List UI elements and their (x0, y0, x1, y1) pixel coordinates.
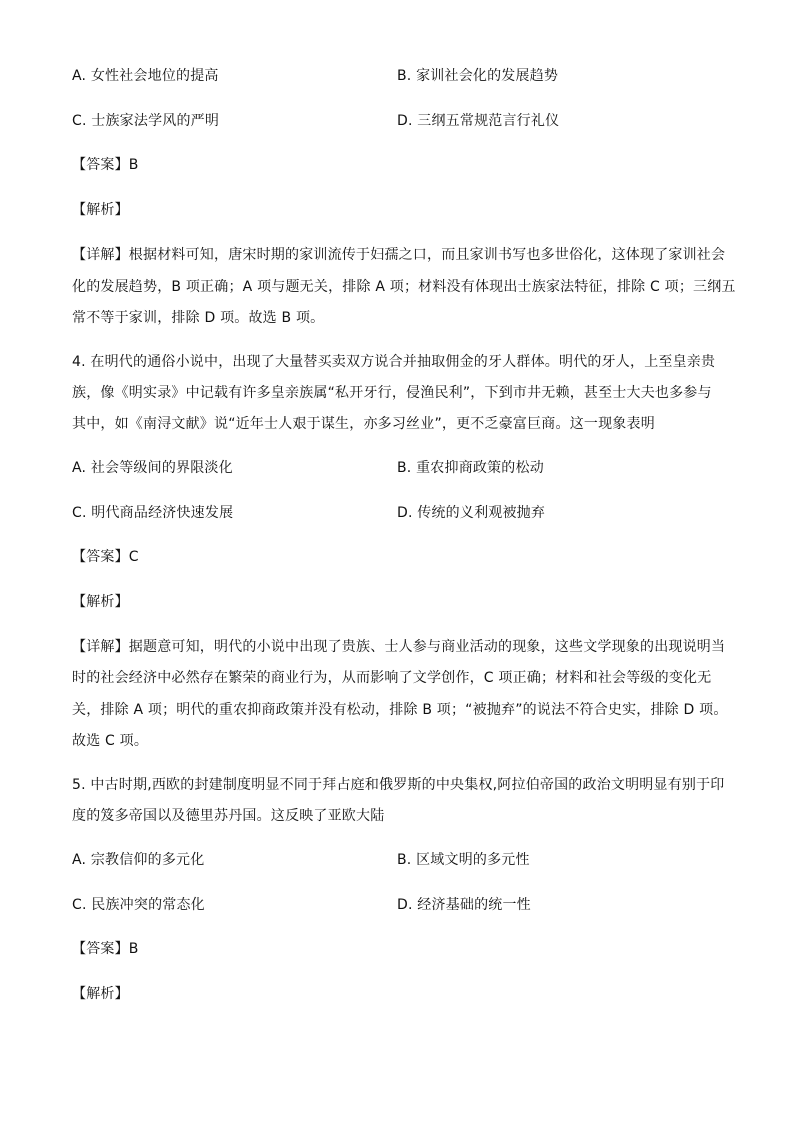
q4-option-b: B. 重农抑商政策的松动 (397, 460, 544, 476)
q3-answer: 【答案】B (72, 157, 139, 173)
q4-stem-line: 其中，如《南浔文献》说“近年士人艰于谋生，亦多习丝业”，更不乏豪富巨商。这一现象表明 (72, 416, 655, 432)
q5-option-c: C. 民族冲突的常态化 (72, 897, 205, 913)
q4-stem-line: 族，像《明实录》中记载有许多皇亲族属“私开牙行，侵渔民利”，下到市井无赖，甚至士大夫也多参与 (72, 385, 712, 401)
q5-answer: 【答案】B (72, 941, 139, 957)
q4-stem-line: 4. 在明代的通俗小说中，出现了大量替买卖双方说合并抽取佣金的牙人群体。明代的牙人，上至皇亲贵 (72, 354, 716, 370)
q4-option-d: D. 传统的义利观被抛弃 (397, 505, 546, 521)
q3-option-a: A. 女性社会地位的提高 (72, 68, 219, 84)
q4-detail-line: 故选 C 项。 (72, 733, 149, 749)
q3-detail-line: 常不等于家训，排除 D 项。故选 B 项。 (72, 310, 325, 326)
q4-option-c: C. 明代商品经济快速发展 (72, 505, 234, 521)
q5-option-b: B. 区域文明的多元性 (397, 852, 530, 868)
q3-analysis-heading: 【解析】 (72, 202, 129, 218)
q3-option-b: B. 家训社会化的发展趋势 (397, 68, 559, 84)
q5-analysis-heading: 【解析】 (72, 986, 129, 1002)
q4-analysis-heading: 【解析】 (72, 594, 129, 610)
q4-detail-line: 【详解】据题意可知，明代的小说中出现了贵族、士人参与商业活动的现象，这些文学现象的出现说明当 (72, 639, 726, 655)
q4-detail-line: 关，排除 A 项；明代的重农抑商政策并没有松动，排除 B 项；“被抛弃”的说法不符合史实，排除 D 项。 (72, 702, 728, 718)
q4-detail-line: 时的社会经济中必然存在繁荣的商业行为，从而影响了文学创作，C 项正确；材料和社会等级的变化无 (72, 670, 712, 686)
q3-detail-line: 【详解】根据材料可知，唐宋时期的家训流传于妇孺之口，而且家训书写也多世俗化，这体现了家训社会 (72, 247, 726, 263)
q3-option-c: C. 士族家法学风的严明 (72, 113, 220, 129)
q3-detail-line: 化的发展趋势，B 项正确；A 项与题无关，排除 A 项；材料没有体现出士族家法特征，排除 C 项；三纲五 (72, 279, 736, 295)
q4-option-a: A. 社会等级间的界限淡化 (72, 460, 233, 476)
q5-stem-line: 5. 中古时期,西欧的封建制度明显不同于拜占庭和俄罗斯的中央集权,阿拉伯帝国的政治文明明显有别于印 (72, 777, 725, 793)
q5-stem-line: 度的笈多帝国以及德里苏丹国。这反映了亚欧大陆 (72, 808, 385, 824)
q3-option-d: D. 三纲五常规范言行礼仪 (397, 113, 560, 129)
q5-option-a: A. 宗教信仰的多元化 (72, 852, 205, 868)
q4-answer: 【答案】C (72, 549, 139, 565)
q5-option-d: D. 经济基础的统一性 (397, 897, 531, 913)
